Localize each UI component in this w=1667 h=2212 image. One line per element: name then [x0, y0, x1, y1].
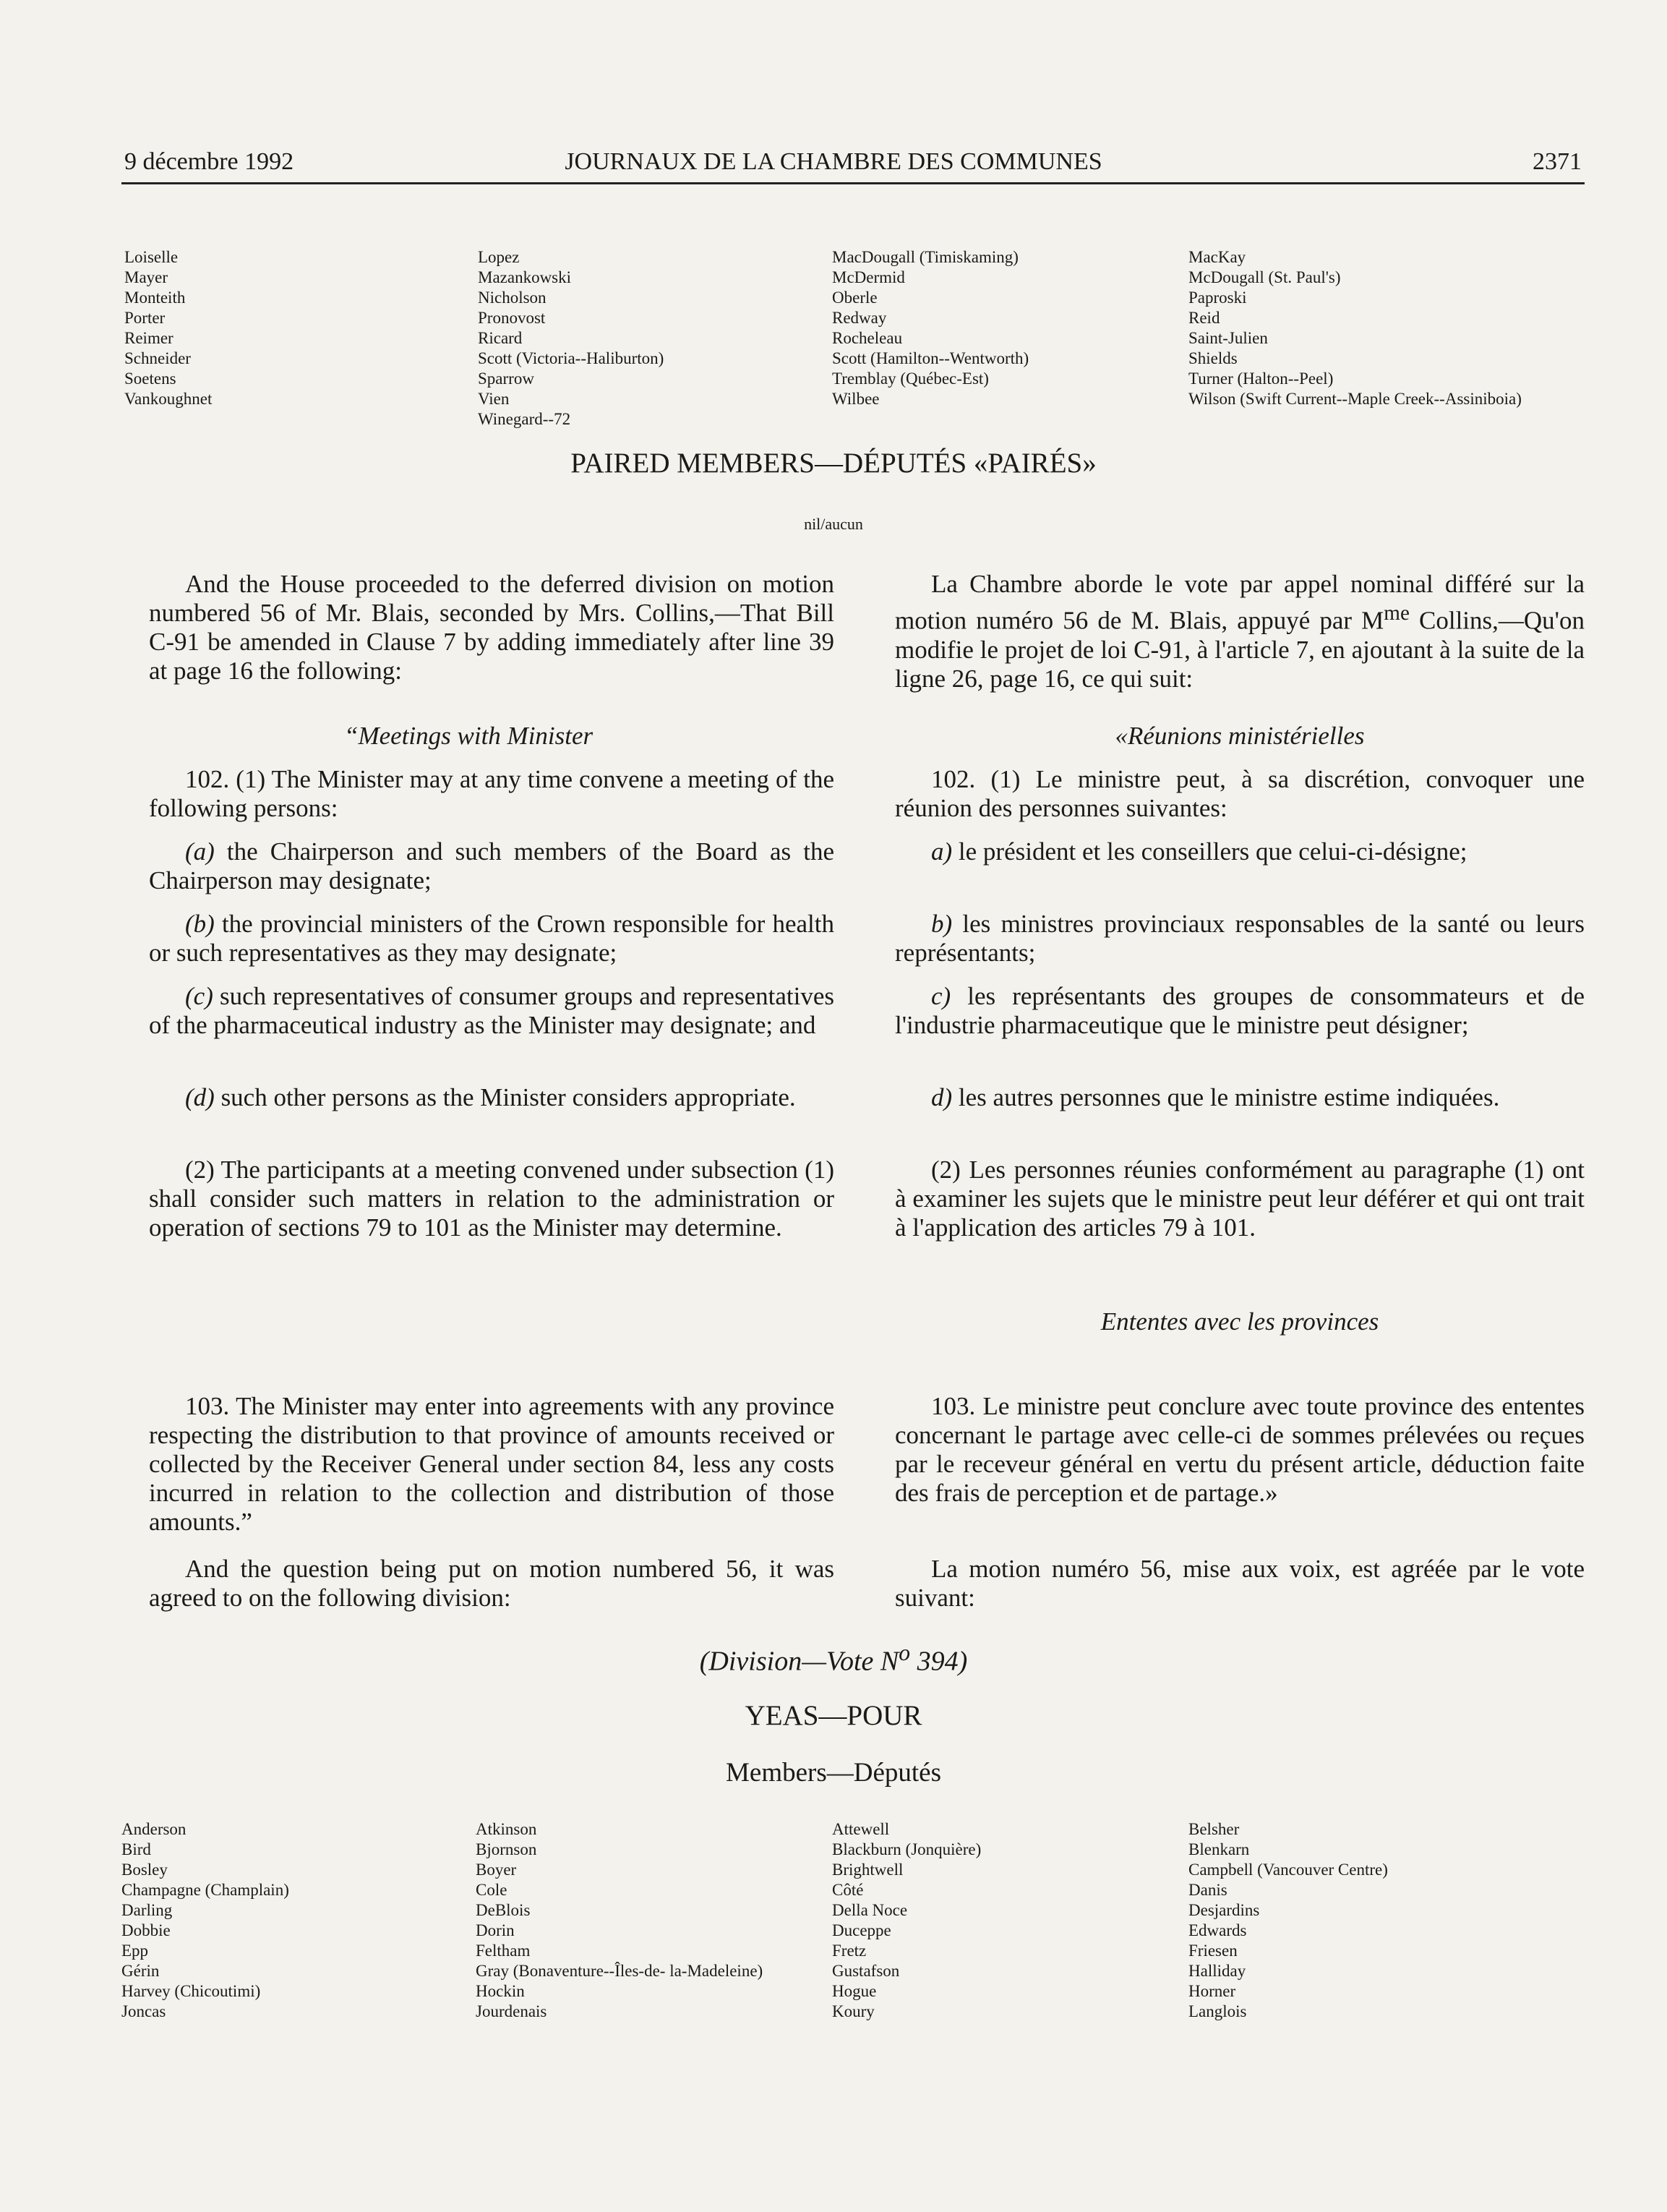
french-heading-2: Ententes avec les provinces [1100, 1307, 1379, 1336]
paired-members-heading: PAIRED MEMBERS—DÉPUTÉS «PAIRÉS» [570, 448, 1097, 479]
member-name: Turner (Halton--Peel) [1188, 370, 1334, 388]
english-item-b-mark: (b) [185, 910, 215, 938]
english-item-c-mark: (c) [185, 982, 213, 1010]
english-item-d-mark: (d) [185, 1083, 215, 1111]
french-intro-superscript: me [1384, 602, 1410, 625]
header-rule [121, 182, 1585, 184]
member-name: Reimer [124, 329, 173, 347]
member-name: McDermid [832, 268, 905, 286]
member-name: Dorin [476, 1921, 515, 1939]
member-name: Langlois [1188, 2002, 1247, 2020]
member-name: Oberle [832, 289, 878, 307]
member-name: McDougall (St. Paul's) [1188, 268, 1341, 286]
member-name: Schneider [124, 349, 191, 367]
member-name: Scott (Victoria--Haliburton) [478, 349, 664, 367]
yeas-column-2 [476, 1819, 763, 2022]
member-name: Koury [832, 2002, 875, 2020]
member-name: Attewell [832, 1820, 890, 1838]
member-name: Hogue [832, 1982, 877, 2000]
nays-column-4 [1188, 247, 1522, 409]
french-item-a-mark: a) [931, 837, 953, 866]
french-item-d-mark: d) [931, 1083, 953, 1111]
english-item-c: (c) such representatives of consumer groups and representatives of the pharmaceutical industry as the Minister may designate; and [149, 982, 834, 1039]
french-item-b-mark: b) [931, 910, 953, 938]
member-name: MacDougall (Timiskaming) [832, 248, 1019, 266]
member-name: Blackburn (Jonquière) [832, 1840, 982, 1858]
member-name: Mazankowski [478, 268, 572, 286]
french-s102-1: 102. (1) Le ministre peut, à sa discrétion, convoquer une réunion des personnes suivantes: [895, 765, 1585, 822]
member-name: Gustafson [832, 1962, 900, 1980]
member-name: Bjornson [476, 1840, 537, 1858]
members-heading: Members—Députés [726, 1758, 941, 1788]
member-name: Sparrow [478, 370, 534, 388]
english-s102-2: (2) The participants at a meeting convened under subsection (1) shall consider such matters in relation to the administration or operation of sections 79 to 101 as the Minister may determine. [149, 1156, 834, 1242]
member-name: Dobbie [121, 1921, 171, 1939]
member-name: Duceppe [832, 1921, 891, 1939]
division-label: (Division—Vote $N^o$ 394) [699, 1640, 968, 1677]
member-name: Friesen [1188, 1942, 1238, 1960]
member-name: Lopez [478, 248, 520, 266]
yeas-column-1 [121, 1819, 289, 2022]
member-name: Boyer [476, 1861, 517, 1879]
english-item-a: (a) the Chairperson and such members of the Board as the Chairperson may designate; [149, 837, 834, 894]
member-name: Edwards [1188, 1921, 1247, 1939]
member-name: Epp [121, 1942, 149, 1960]
member-name: Redway [832, 309, 887, 327]
member-name: Bird [121, 1840, 151, 1858]
french-item-a: a) le président et les conseillers que celui-ci-désigne; [931, 837, 1467, 866]
french-heading: «Réunions ministérielles [1115, 722, 1365, 750]
member-name: Blenkarn [1188, 1840, 1250, 1858]
french-s102-2: (2) Les personnes réunies conformément au paragraphe (1) ont à examiner les sujets que le ministre peut leur déférer et qui ont trait à l'application des articles 79 à 101. [895, 1156, 1585, 1242]
english-item-a-mark: (a) [185, 837, 215, 866]
nays-column-2 [478, 247, 664, 430]
yeas-column-3 [832, 1819, 981, 2022]
member-name: Vien [478, 390, 510, 408]
member-name: Tremblay (Québec-Est) [832, 370, 989, 388]
member-name: Brightwell [832, 1861, 904, 1879]
member-name: Desjardins [1188, 1901, 1260, 1919]
member-name: Fretz [832, 1942, 867, 1960]
member-name: Halliday [1188, 1962, 1246, 1980]
member-name: Bosley [121, 1861, 168, 1879]
member-name: Côté [832, 1881, 864, 1899]
paired-members-none: nil/aucun [804, 515, 863, 533]
page-number: 2371 [1533, 148, 1582, 175]
member-name: Wilson (Swift Current--Maple Creek--Assiniboia) [1188, 390, 1522, 408]
french-item-c: c) les représentants des groupes de consommateurs et de l'industrie pharmaceutique que le ministre peut désigner; [895, 982, 1585, 1039]
member-name: Horner [1188, 1982, 1236, 2000]
member-name: Mayer [124, 268, 168, 286]
member-name: MacKay [1188, 248, 1246, 266]
nays-column-1 [124, 247, 212, 409]
english-item-d: (d) such other persons as the Minister considers appropriate. [185, 1083, 796, 1111]
member-name: Rocheleau [832, 329, 903, 347]
member-name: Pronovost [478, 309, 546, 327]
yeas-heading: YEAS—POUR [745, 1700, 922, 1731]
english-s102-1: 102. (1) The Minister may at any time convene a meeting of the following persons: [149, 765, 834, 822]
member-name: Della Noce [832, 1901, 908, 1919]
member-name: Vankoughnet [124, 390, 213, 408]
english-intro [149, 570, 834, 686]
member-name: Reid [1188, 309, 1220, 327]
member-name: Paproski [1188, 289, 1247, 307]
nays-column-3 [832, 247, 1029, 409]
member-name: Anderson [121, 1820, 187, 1838]
english-s103: 103. The Minister may enter into agreements with any province respecting the distribution to that province of amounts received or collected by the Receiver General under section 84, less any costs incurred in relation to the collection and distribution of those amounts.” [149, 1392, 834, 1536]
french-intro: La Chambre aborde le vote par appel nominal différé sur la motion numéro 56 de M. Blais, appuyé par $M^{me}$ Collins,—Qu'on modifie le projet de loi C-91, à l'article 7, en ajoutant à la suite de la ligne 26, page 16, ce qui suit: [895, 570, 1585, 693]
header-date: 9 décembre 1992 [124, 148, 294, 175]
member-name: Shields [1188, 349, 1238, 367]
member-name: Campbell (Vancouver Centre) [1188, 1861, 1388, 1879]
member-name: Saint-Julien [1188, 329, 1268, 347]
english-item-b: (b) the provincial ministers of the Crown responsible for health or such representatives as they may designate; [149, 910, 834, 967]
french-question: La motion numéro 56, mise aux voix, est agréée par le vote suivant: [895, 1555, 1585, 1612]
member-name: Nicholson [478, 289, 547, 307]
french-item-b: b) les ministres provinciaux responsables de la santé ou leurs représentants; [895, 910, 1585, 967]
member-name: Atkinson [476, 1820, 537, 1838]
member-name: Joncas [121, 2002, 166, 2020]
member-name: Champagne (Champlain) [121, 1881, 289, 1899]
english-question: And the question being put on motion numbered 56, it was agreed to on the following division: [149, 1555, 834, 1612]
division-superscript: o [899, 1640, 911, 1665]
member-name: Belsher [1188, 1820, 1240, 1838]
member-name: Ricard [478, 329, 523, 347]
member-name: Cole [476, 1881, 507, 1899]
member-name: Monteith [124, 289, 186, 307]
member-name: Soetens [124, 370, 176, 388]
french-s103: 103. Le ministre peut conclure avec toute province des ententes concernant le partage avec celle-ci de sommes prélevées ou reçues par le receveur général en vertu du présent article, déduction faite des frais de perception et de partage.» [895, 1392, 1585, 1507]
english-heading: “Meetings with Minister [344, 722, 593, 750]
english-intro-text: And the House proceeded to the deferred division on motion numbered 56 of Mr. Blais, seconded by Mrs. Collins,—That Bill C-91 be amended in Clause 7 by adding immediately after line 39 at page 16 the following: [149, 570, 834, 685]
member-name: Hockin [476, 1982, 525, 2000]
member-name: Winegard--72 [478, 410, 571, 428]
member-name: Loiselle [124, 248, 179, 266]
french-item-c-mark: c) [931, 982, 951, 1010]
member-name: Gérin [121, 1962, 160, 1980]
member-name: Jourdenais [476, 2002, 547, 2020]
yeas-column-4 [1188, 1819, 1388, 2022]
member-name: Feltham [476, 1942, 531, 1960]
member-name: Scott (Hamilton--Wentworth) [832, 349, 1029, 367]
member-name: Darling [121, 1901, 173, 1919]
member-name: Danis [1188, 1881, 1227, 1899]
member-name: Wilbee [832, 390, 880, 408]
member-name: Gray (Bonaventure--Îles-de- la-Madeleine) [476, 1962, 763, 1980]
journal-title: JOURNAUX DE LA CHAMBRE DES COMMUNES [565, 148, 1102, 175]
member-name: DeBlois [476, 1901, 531, 1919]
french-item-d: d) les autres personnes que le ministre estime indiquées. [931, 1083, 1500, 1111]
member-name: Harvey (Chicoutimi) [121, 1982, 261, 2000]
member-name: Porter [124, 309, 166, 327]
